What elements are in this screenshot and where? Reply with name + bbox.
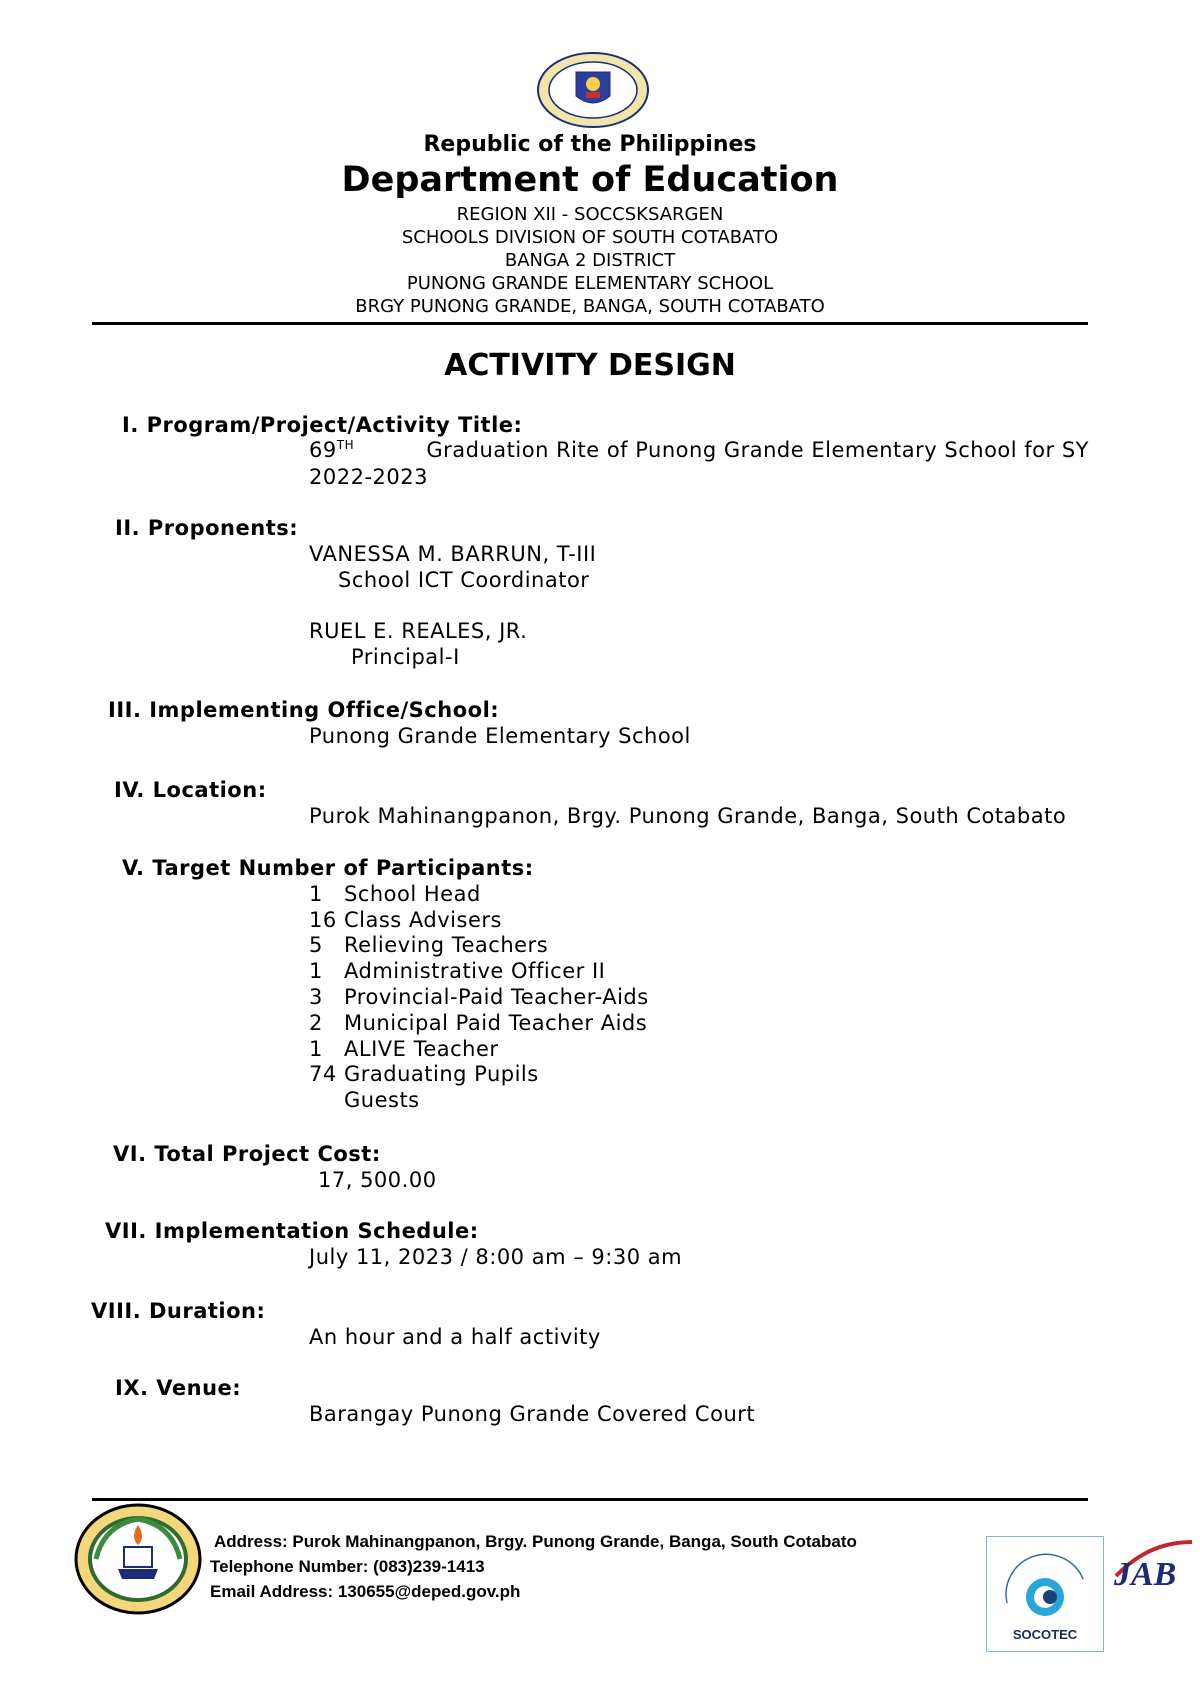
proponent-2-name: RUEL E. REALES, JR. (309, 619, 528, 643)
socotec-certification-logo (986, 1536, 1104, 1652)
district-line: BANGA 2 DISTRICT (504, 250, 676, 271)
participant-row: Guests (344, 1088, 420, 1112)
jab-accreditation-logo (1108, 1536, 1198, 1650)
proponent-1-role: School ICT Coordinator (338, 568, 590, 592)
section-heading-office: III. Implementing Office/School: (108, 698, 500, 722)
section-heading-duration: VIII. Duration: (91, 1299, 266, 1323)
section-heading-venue: IX. Venue: (115, 1376, 242, 1400)
jab-label: JAB (1114, 1556, 1177, 1593)
section-heading-title: I. Program/Project/Activity Title: (122, 413, 523, 437)
participant-row: 3 Provincial-Paid Teacher-Aids (309, 985, 649, 1009)
proponent-2-role: Principal-I (351, 645, 460, 669)
region-line: REGION XII - SOCCSKSARGEN (456, 204, 724, 225)
location-value: Purok Mahinangpanon, Brgy. Punong Grande, Banga, South Cotabato (309, 804, 1067, 828)
section-heading-cost: VI. Total Project Cost: (113, 1142, 381, 1166)
republic-heading: Republic of the Philippines (423, 132, 757, 157)
participant-row: 1 ALIVE Teacher (309, 1037, 499, 1061)
duration-value: An hour and a half activity (309, 1325, 601, 1349)
participant-row: 74 Graduating Pupils (309, 1062, 539, 1086)
footer-divider (92, 1498, 1088, 1501)
section-heading-location: IV. Location: (114, 778, 267, 802)
school-seal-logo (74, 1503, 202, 1615)
school-address-line: BRGY PUNONG GRANDE, BANGA, SOUTH COTABATO (355, 296, 825, 317)
footer-address: Address: Purok Mahinangpanon, Brgy. Punong Grande, Banga, South Cotabato (214, 1532, 857, 1551)
socotec-label: SOCOTEC (1012, 1627, 1078, 1642)
participant-row: 5 Relieving Teachers (309, 933, 549, 957)
footer-telephone: Telephone Number: (083)239-1413 (210, 1557, 485, 1576)
schedule-value: July 11, 2023 / 8:00 am – 9:30 am (309, 1245, 683, 1269)
participant-row: 2 Municipal Paid Teacher Aids (309, 1011, 648, 1035)
implementing-office-value: Punong Grande Elementary School (309, 724, 691, 748)
deped-seal-logo (536, 52, 650, 128)
proponent-1-name: VANESSA M. BARRUN, T-III (309, 542, 597, 566)
activity-title-line1: 69TH Graduation Rite of Punong Grande Elementary School for SY (309, 438, 1089, 462)
section-heading-schedule: VII. Implementation Schedule: (105, 1219, 479, 1243)
activity-title-line2: 2022-2023 (309, 465, 428, 489)
school-line: PUNONG GRANDE ELEMENTARY SCHOOL (406, 273, 774, 294)
header-divider (92, 322, 1088, 325)
participant-row: 16 Class Advisers (309, 908, 502, 932)
total-cost-value: 17, 500.00 (318, 1168, 437, 1192)
participant-row: 1 Administrative Officer II (309, 959, 606, 983)
participant-row: 1 School Head (309, 882, 481, 906)
venue-value: Barangay Punong Grande Covered Court (309, 1402, 756, 1426)
document-title: ACTIVITY DESIGN (444, 348, 736, 383)
department-heading: Department of Education (341, 160, 839, 200)
division-line: SCHOOLS DIVISION OF SOUTH COTABATO (401, 227, 779, 248)
section-heading-participants: V. Target Number of Participants: (122, 856, 534, 880)
footer-email: Email Address: 130655@deped.gov.ph (210, 1582, 521, 1601)
section-heading-proponents: II. Proponents: (115, 516, 299, 540)
